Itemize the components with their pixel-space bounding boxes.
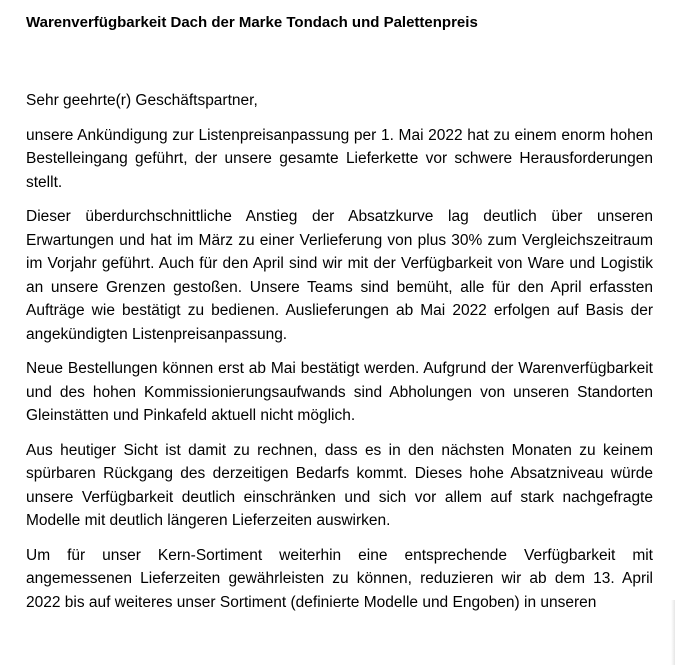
page-edge-shadow (671, 600, 675, 665)
paragraph-outlook: Aus heutiger Sicht ist damit zu rechnen, dass es in den nächsten Monaten zu keinem spürbaren Rückgang des derzeitigen Bedarfs kommt. Dieses hohe Absatzniveau würde unsere Verfügbarkeit deutlich einschränken und sich vor allem auf stark nachgefragte Modelle mit deutlich längeren Lieferzeiten auswirken. (26, 441, 653, 529)
paragraph-order-intake: unsere Ankündigung zur Listenpreisanpassung per 1. Mai 2022 hat zu einem enorm hohen Bestelleingang geführt, der unsere gesamte Lieferkette vor schwere Herausforderungen stellt. (26, 126, 653, 191)
paragraph-sales-increase: Dieser überdurchschnittliche Anstieg der Absatzkurve lag deutlich über unseren Erwartungen und hat im März zu einer Verlieferung von plus 30% zum Vergleichszeitraum im Vorjahr geführt. Auch für den April sind wir mit der Verfügbarkeit von Ware und Logistik an unsere Grenzen gestoßen. Unsere Teams sind bemüht, alle für den April erfassten Aufträge wie bestätigt zu bedienen. Auslieferungen ab Mai 2022 erfolgen auf Basis der angekündigten Listenpreisanpassung. (26, 208, 653, 343)
letter-body (26, 13, 653, 625)
paragraph-core-assortment: Um für unser Kern-Sortiment weiterhin eine entsprechende Verfügbarkeit mit angemessenen Lieferzeiten gewährleisten zu können, reduzieren wir ab dem 13. April 2022 bis auf weiteres unser Sortiment (definierte Modelle und Engoben) in unseren (26, 546, 653, 611)
paragraph-new-orders: Neue Bestellungen können erst ab Mai bestätigt werden. Aufgrund der Warenverfügbarkeit und des hohen Kommissionierungsaufwands sind Abholungen von unseren Standorten Gleinstätten und Pinkafeld aktuell nicht möglich. (26, 360, 653, 424)
document-title: Warenverfügbarkeit Dach der Marke Tondach und Palettenpreis (26, 14, 478, 31)
salutation: Sehr geehrte(r) Geschäftspartner, (26, 92, 258, 109)
